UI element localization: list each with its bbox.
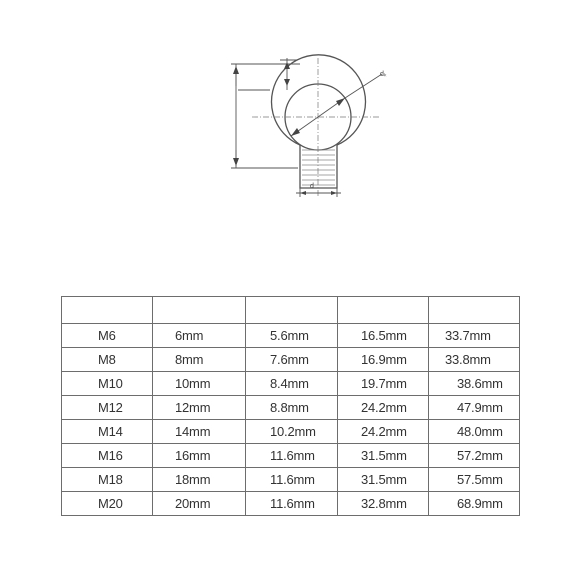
table-row <box>62 348 520 372</box>
table-row <box>62 372 520 396</box>
table-cell: 5.6mm <box>246 324 338 348</box>
table-cell: 11.6mm <box>246 444 338 468</box>
table-cell: 47.9mm <box>429 396 520 420</box>
table-cell: 10mm <box>153 372 246 396</box>
table-row <box>62 396 520 420</box>
table-cell: 19.7mm <box>338 372 429 396</box>
table-cell: 32.8mm <box>338 492 429 516</box>
table-cell: 14mm <box>153 420 246 444</box>
table-cell: 57.2mm <box>429 444 520 468</box>
table-cell: 33.7mm <box>429 324 520 348</box>
label-dk: dₖ <box>380 71 387 78</box>
thread-size-cell: M18 <box>62 468 153 492</box>
table-cell: 31.5mm <box>338 468 429 492</box>
header-cell <box>153 297 246 324</box>
thread-size-cell: M14 <box>62 420 153 444</box>
table-cell: 16mm <box>153 444 246 468</box>
table-row <box>62 324 520 348</box>
table-cell: 31.5mm <box>338 444 429 468</box>
table-cell: 8mm <box>153 348 246 372</box>
thread-size-cell: M16 <box>62 444 153 468</box>
table-row <box>62 492 520 516</box>
table-cell: 12mm <box>153 396 246 420</box>
thread-size-cell: M20 <box>62 492 153 516</box>
table-cell: 24.2mm <box>338 420 429 444</box>
table-cell: 24.2mm <box>338 396 429 420</box>
table-cell: 8.8mm <box>246 396 338 420</box>
table-cell: 10.2mm <box>246 420 338 444</box>
thread-size-cell: M6 <box>62 324 153 348</box>
table-row <box>62 420 520 444</box>
inner-diameter-dimension <box>291 74 382 136</box>
table-cell: 16.5mm <box>338 324 429 348</box>
thread-size-cell: M8 <box>62 348 153 372</box>
header-cell <box>246 297 338 324</box>
label-d: d <box>310 183 314 190</box>
table-cell: 20mm <box>153 492 246 516</box>
eye-nut-spec-table <box>61 296 520 516</box>
table-cell: 11.6mm <box>246 468 338 492</box>
table-cell: 6mm <box>153 324 246 348</box>
thread-hatching <box>302 150 335 185</box>
table-row <box>62 444 520 468</box>
table-cell: 68.9mm <box>429 492 520 516</box>
shank-outline <box>300 145 337 188</box>
table-cell: 48.0mm <box>429 420 520 444</box>
thread-size-cell: M12 <box>62 396 153 420</box>
ring-thickness-dimension <box>280 58 298 90</box>
header-cell <box>338 297 429 324</box>
header-cell <box>62 297 153 324</box>
table-cell: 16.9mm <box>338 348 429 372</box>
table-cell: 7.6mm <box>246 348 338 372</box>
table-cell: 57.5mm <box>429 468 520 492</box>
header-cell <box>429 297 520 324</box>
table-cell: 11.6mm <box>246 492 338 516</box>
table-cell: 8.4mm <box>246 372 338 396</box>
table-row <box>62 468 520 492</box>
table-cell: 38.6mm <box>429 372 520 396</box>
table-header-row <box>62 297 520 324</box>
eye-nut-diagram <box>224 50 404 202</box>
table-cell: 33.8mm <box>429 348 520 372</box>
thread-size-cell: M10 <box>62 372 153 396</box>
table-cell: 18mm <box>153 468 246 492</box>
